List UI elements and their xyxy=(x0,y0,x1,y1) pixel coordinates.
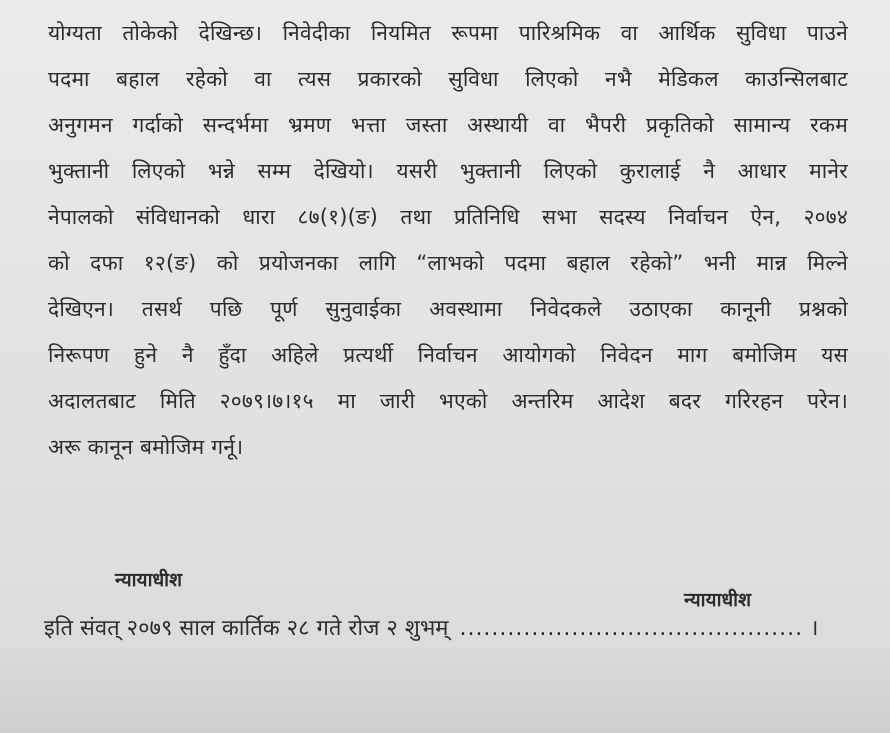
paragraph-line-9: अदालतबाट मिति २०७९।७।१५ मा जारी भएको अन्तरिम आदेश बदर गरिरहन परेन। xyxy=(48,389,848,413)
date-text: इति संवत् २०७९ साल कार्तिक २८ गते रोज २ शुभम् xyxy=(44,616,449,641)
paragraph-line-1: योग्यता तोकेको देखिन्छ। निवेदीका नियमित रूपमा पारिश्रमिक वा आर्थिक सुविधा पाउने xyxy=(48,21,848,45)
signature-dots: ........................................... xyxy=(459,616,804,641)
paragraph-line-4: भुक्तानी लिएको भन्ने सम्म देखियो। यसरी भुक्तानी लिएको कुरालाई नै आधार मानेर xyxy=(48,159,848,183)
paragraph-line-5: नेपालको संविधानको धारा ८७(१)(ङ) तथा प्रतिनिधि सभा सदस्य निर्वाचन ऐन, २०७४ xyxy=(48,205,848,229)
paragraph-line-8: निरूपण हुने नै हुँदा अहिले प्रत्यर्थी निर्वाचन आयोगको निवेदन माग बमोजिम यस xyxy=(48,343,848,367)
paragraph-line-2: पदमा बहाल रहेको वा त्यस प्रकारको सुविधा लिएको नभै मेडिकल काउन्सिलबाट xyxy=(48,67,848,91)
paragraph-line-10: अरू कानून बमोजिम गर्नू। xyxy=(48,435,244,459)
paragraph-line-7: देखिएन। तसर्थ पछि पूर्ण सुनुवाईका अवस्थामा निवेदकले उठाएका कानूनी प्रश्नको xyxy=(48,297,848,321)
signature-end-mark: । xyxy=(810,616,819,641)
judge-title-left: न्यायाधीश xyxy=(115,569,183,591)
paragraph-line-6: को दफा १२(ङ) को प्रयोजनका लागि “लाभको पदमा बहाल रहेको” भनी मान्न मिल्ने xyxy=(48,251,848,275)
order-paragraph xyxy=(48,10,848,470)
judge-title-right: न्यायाधीश xyxy=(684,589,752,611)
paragraph-line-3: अनुगमन गर्दाको सन्दर्भमा भ्रमण भत्ता जस्ता अस्थायी वा भैपरी प्रकृतिको सामान्य रकम xyxy=(48,113,848,137)
page-shadow xyxy=(0,643,890,733)
closing-date-line xyxy=(44,612,819,642)
